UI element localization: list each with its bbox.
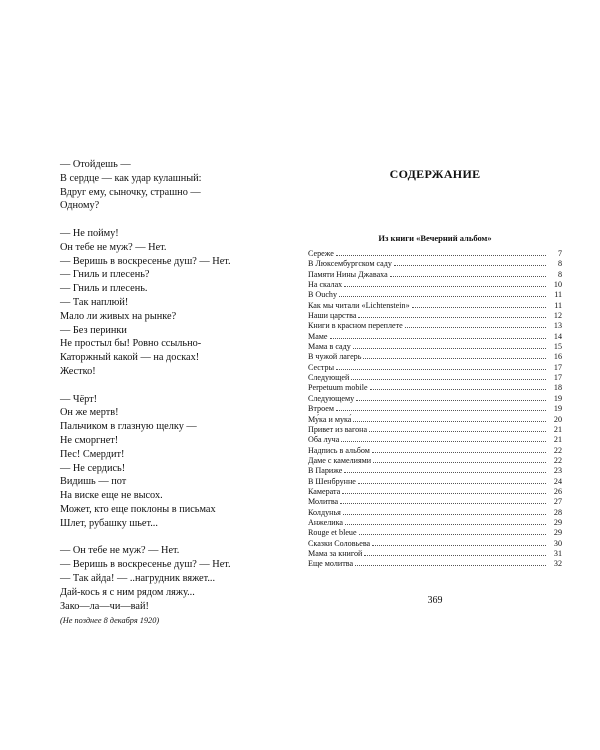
poem-line: Видишь — пот [60, 476, 127, 488]
dot-leader [405, 321, 546, 328]
contents-entry[interactable] [308, 425, 562, 435]
contents-entry-title: Rouge et bleue [308, 528, 357, 538]
dot-leader [412, 301, 546, 308]
contents-entry[interactable] [308, 352, 562, 362]
contents-title: СОДЕРЖАНИЕ [389, 167, 481, 181]
contents-entry-page: 8 [557, 259, 562, 269]
dot-leader [359, 528, 546, 535]
contents-entry-title: Как мы читали «Lichtenstein» [308, 300, 410, 310]
contents-entry-page: 7 [557, 249, 562, 258]
contents-entry[interactable] [308, 249, 562, 259]
dot-leader [344, 466, 546, 473]
contents-entry-page: 29 [553, 517, 562, 527]
dot-leader [353, 342, 546, 349]
contents-entry-page: 28 [553, 507, 562, 517]
contents-entry[interactable] [308, 311, 562, 321]
contents-entry-title: Оба луча [308, 435, 340, 445]
dot-leader [339, 290, 546, 297]
contents-entry[interactable] [308, 373, 562, 383]
contents-entry[interactable] [308, 259, 562, 269]
contents-entry[interactable] [308, 508, 562, 518]
poem-line: Каторжный какой — на досках! [60, 352, 200, 364]
poem-text [60, 158, 285, 613]
poem-line: — Веришь в воскресенье душ? — Нет. [60, 559, 231, 571]
dot-leader [341, 435, 546, 442]
poem-line: — Чёрт! [60, 393, 98, 405]
contents-entry[interactable] [308, 342, 562, 352]
contents-entry-page: 10 [553, 280, 562, 290]
dot-leader [364, 549, 546, 556]
poem-line: Пес! Смердит! [60, 448, 125, 460]
poem-line: — Не сердись! [60, 462, 126, 474]
contents-entry[interactable] [308, 559, 562, 569]
dot-leader [390, 270, 546, 277]
contents-entry-title: Сказки Соловьева [308, 538, 371, 548]
poem-line: Дай-кось я с ним рядом ляжу... [60, 586, 195, 598]
contents-entry-page: 24 [553, 476, 562, 486]
contents-entry[interactable] [308, 497, 562, 507]
contents-entry-title: Еще молитва [308, 559, 354, 569]
contents-entry-page: 15 [553, 342, 562, 352]
dot-leader [370, 383, 546, 390]
contents-entry-title: Сестры [308, 362, 335, 372]
dot-leader [394, 259, 546, 266]
poem-line: Зако—ла—чи—вай! [60, 600, 149, 612]
dot-leader [358, 311, 546, 318]
contents-entry[interactable] [308, 363, 562, 373]
dot-leader [353, 415, 546, 422]
contents-entry-title: Сереже [308, 249, 334, 258]
contents-entry-page: 31 [553, 548, 562, 558]
dot-leader [373, 456, 546, 463]
contents-entry-title: На скалах [308, 280, 343, 290]
contents-entry-title: Мама за книгой [308, 548, 363, 558]
contents-section-heading: Из книги «Вечерний альбом» [378, 233, 492, 243]
contents-entry-title: В Люксембургском саду [308, 259, 392, 269]
contents-entry[interactable] [308, 270, 562, 280]
contents-entry[interactable] [308, 539, 562, 549]
contents-entry-page: 21 [553, 424, 562, 434]
poem-line: В сердце — как удар кулашный: [60, 172, 202, 184]
contents-entry-title: В чужой лагерь [308, 352, 362, 362]
contents-entry-title: В Шенбрунне [308, 476, 356, 486]
contents-entry-page: 14 [553, 331, 562, 341]
contents-entry-title: Следующей [308, 373, 350, 383]
contents-entry-page: 18 [553, 383, 562, 393]
contents-entry-title: Анжелика [308, 517, 344, 527]
dot-leader [363, 352, 546, 359]
dot-leader [372, 446, 546, 453]
contents-entry[interactable] [308, 404, 562, 414]
contents-entry-page: 17 [553, 362, 562, 372]
contents-page [308, 160, 562, 570]
contents-entry-title: В Париже [308, 466, 343, 476]
contents-entry-page: 17 [553, 373, 562, 383]
dot-leader [336, 363, 546, 370]
contents-entry-title: Следующему [308, 393, 355, 403]
dot-leader [330, 332, 546, 339]
poem-line: — Так айда! — ..нагрудник вяжет... [60, 572, 216, 584]
dot-leader [358, 477, 546, 484]
contents-entry[interactable] [308, 477, 562, 487]
poem-line: — Так наплюй! [60, 296, 129, 308]
contents-entry-title: Привет из вагона [308, 424, 368, 434]
poem-line: — Гниль и плесень? [60, 269, 150, 281]
contents-entry-title: Наши царства [308, 311, 357, 321]
contents-entry[interactable] [308, 301, 562, 311]
dot-leader [336, 249, 546, 256]
poem-line: Мало ли живых на рынке? [60, 310, 177, 322]
contents-entry-title: Даме с камелиями [308, 455, 372, 465]
poem-line: Одному? [60, 200, 100, 212]
dot-leader [336, 404, 546, 411]
contents-entry-title: Надпись в альбом [308, 445, 370, 455]
contents-entry-page: 19 [553, 404, 562, 414]
contents-entry-page: 11 [554, 290, 562, 300]
poem-stanza [60, 158, 285, 213]
poem-line: — Отойдешь — [60, 159, 131, 170]
contents-entry[interactable] [308, 466, 562, 476]
contents-entry-title: Памяти Нины Джаваха [308, 269, 388, 279]
contents-entry-title: Колдунья [308, 507, 341, 517]
dot-leader [344, 280, 546, 287]
contents-entry-page: 8 [557, 269, 562, 279]
contents-entry-page: 29 [553, 528, 562, 538]
dot-leader [351, 373, 546, 380]
contents-entry[interactable] [308, 549, 562, 559]
contents-entry[interactable] [308, 280, 562, 290]
poem-stanza [60, 227, 285, 379]
contents-entry[interactable] [308, 332, 562, 342]
contents-entry-title: Книги в красном переплете [308, 321, 403, 331]
poem-line: — Не пойму! [60, 227, 119, 239]
contents-list [308, 249, 562, 570]
contents-entry[interactable] [308, 435, 562, 445]
poem-line: На виске еще не высох. [60, 490, 163, 502]
contents-entry-title: В Ouchy [308, 290, 337, 300]
contents-entry-title: Втроем [308, 404, 334, 414]
contents-entry-page: 32 [553, 559, 562, 569]
poem-page [60, 158, 285, 627]
poem-line: — Без перинки [60, 324, 127, 336]
poem-line: Шлет, рубашку шьет... [60, 517, 158, 529]
contents-entry-page: 22 [553, 455, 562, 465]
contents-entry-page: 12 [553, 311, 562, 321]
contents-entry-title: Му́ка и мука́ [308, 414, 352, 424]
poem-line: Вдруг ему, сыночку, страшно — [60, 186, 201, 198]
contents-entry[interactable] [308, 321, 562, 331]
contents-entry-title: Мама в саду [308, 342, 351, 352]
poem-date-note: (Не позднее 8 декабря 1920) [60, 616, 160, 626]
dot-leader [345, 518, 546, 525]
dot-leader [355, 559, 546, 566]
contents-entry[interactable] [308, 456, 562, 466]
contents-entry[interactable] [308, 290, 562, 300]
poem-line: Не простыл бы! Ровно ссыльно- [60, 338, 202, 350]
poem-line: Не сморгнет! [60, 434, 119, 446]
contents-entry-page: 11 [554, 300, 562, 310]
contents-entry-page: 20 [553, 414, 562, 424]
dot-leader [342, 487, 546, 494]
page-number: 369 [427, 595, 443, 606]
contents-entry-page: 27 [553, 497, 562, 507]
poem-line: Он же мертв! [60, 407, 119, 419]
contents-entry-title: Perpetuum mobile [308, 383, 368, 393]
poem-stanza [60, 393, 285, 531]
dot-leader [369, 425, 546, 432]
contents-entry-page: 13 [553, 321, 562, 331]
poem-line: Жестко! [60, 365, 96, 377]
poem-line: — Гниль и плесень. [60, 283, 148, 295]
contents-entry-page: 23 [553, 466, 562, 476]
contents-entry-title: Маме [308, 331, 328, 341]
contents-entry-page: 16 [553, 352, 562, 362]
contents-entry[interactable] [308, 528, 562, 538]
contents-entry[interactable] [308, 446, 562, 456]
contents-entry[interactable] [308, 383, 562, 393]
poem-line: Может, кто еще поклоны в письмах [60, 503, 216, 515]
contents-entry[interactable] [308, 518, 562, 528]
contents-entry-page: 21 [553, 435, 562, 445]
poem-line: Он тебе не муж? — Нет. [60, 241, 167, 253]
dot-leader [340, 497, 546, 504]
contents-entry-page: 26 [553, 486, 562, 496]
poem-line: Пальчиком в глазную щелку — [60, 421, 197, 433]
contents-entry[interactable] [308, 415, 562, 425]
contents-entry[interactable] [308, 394, 562, 404]
dot-leader [372, 539, 546, 546]
contents-entry-title: Камерата [308, 486, 341, 496]
dot-leader [356, 394, 546, 401]
contents-entry-page: 19 [553, 393, 562, 403]
contents-entry-title: Молитва [308, 497, 339, 507]
contents-entry-page: 30 [553, 538, 562, 548]
contents-entry[interactable] [308, 487, 562, 497]
poem-line: — Он тебе не муж? — Нет. [60, 545, 180, 557]
dot-leader [343, 508, 546, 515]
contents-entry-page: 22 [553, 445, 562, 455]
poem-line: — Веришь в воскресенье душ? — Нет. [60, 255, 231, 267]
poem-stanza [60, 544, 285, 613]
